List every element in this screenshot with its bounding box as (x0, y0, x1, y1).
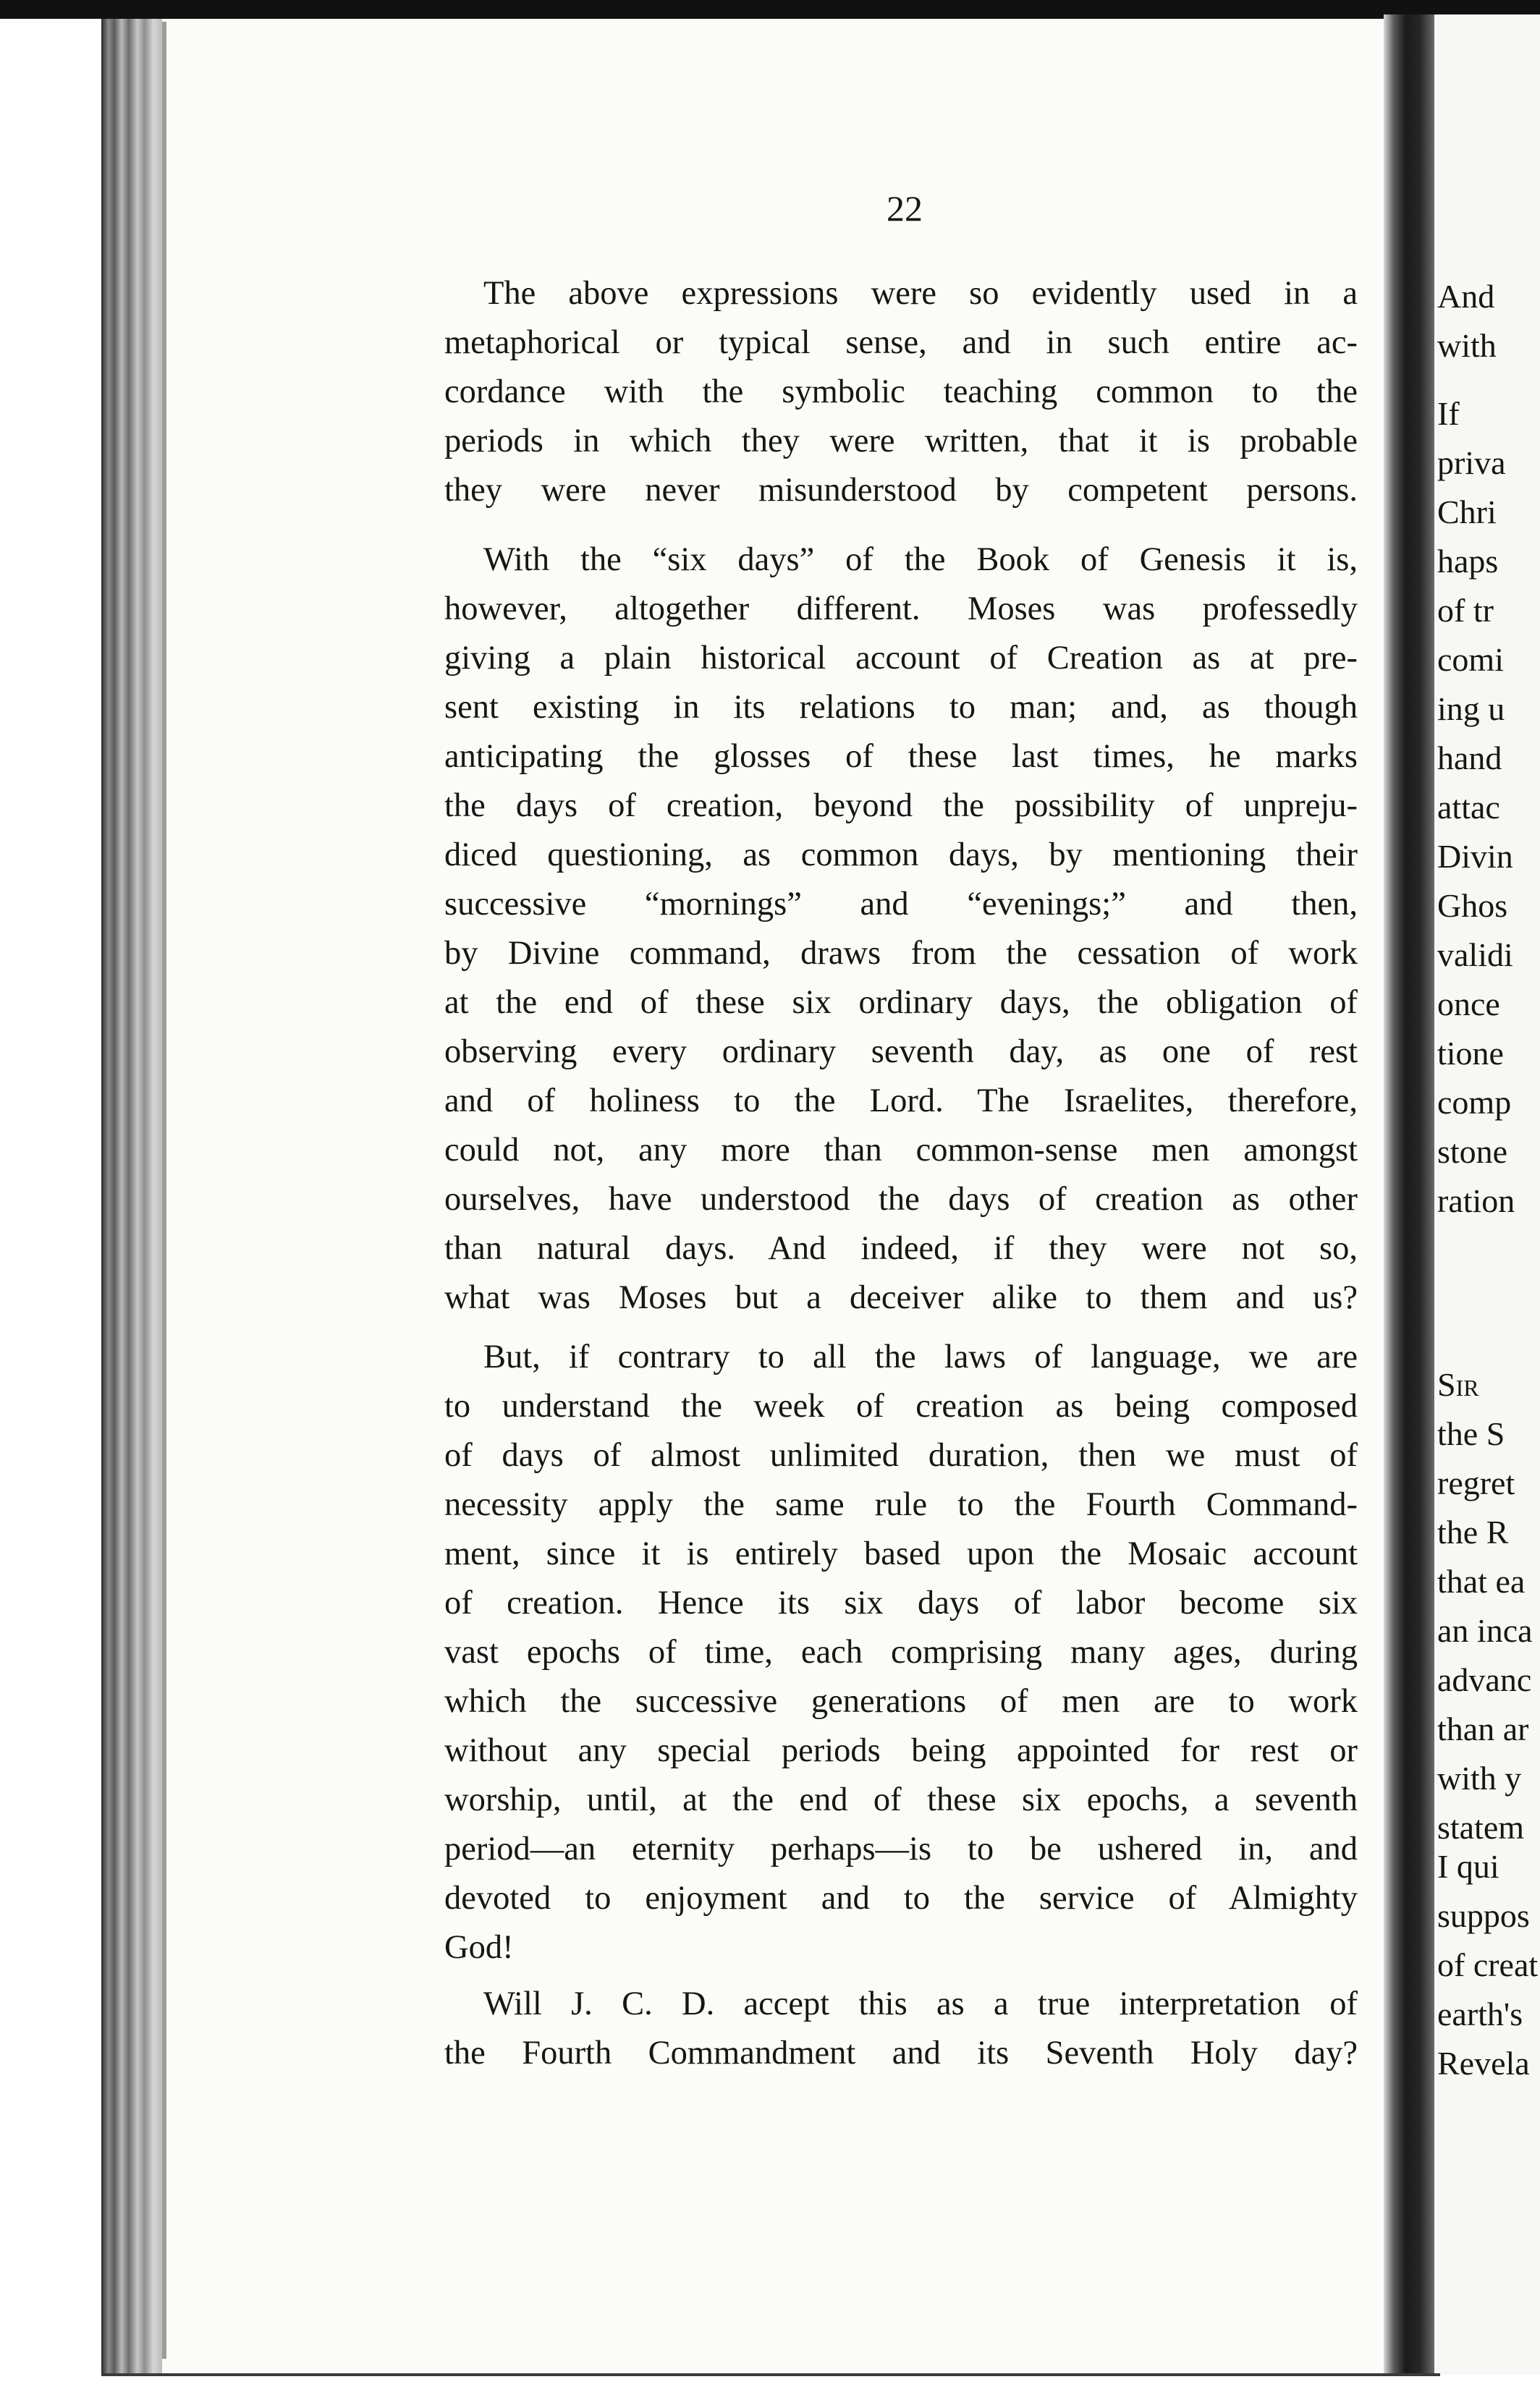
facing-line: And (1437, 278, 1495, 315)
text-line: which the successive generations of men are to work (444, 1683, 1358, 1720)
text-line: sent existing in its relations to man; and, as though (444, 689, 1358, 726)
text-line: periods in which they were written, that it is probable (444, 423, 1358, 459)
text-line: the days of creation, beyond the possibility of unpreju- (444, 787, 1358, 824)
facing-line: Divin (1437, 838, 1513, 875)
text-line: devoted to enjoyment and to the service of Almighty (444, 1880, 1358, 1917)
text-line: The above expressions were so evidently used in a (483, 275, 1358, 312)
text-line: could not, any more than common-sense men amongst (444, 1132, 1358, 1169)
bottom-margin (0, 2375, 1540, 2408)
paragraph-3 (444, 1333, 1358, 1972)
facing-page-text-4 (1437, 1842, 1540, 2088)
facing-line: Ghos (1437, 887, 1508, 924)
facing-line: earth's (1437, 1996, 1523, 2032)
paragraph-1 (444, 269, 1358, 515)
facing-line: statem (1437, 1809, 1525, 1846)
book-gutter (1384, 14, 1434, 2375)
facing-line: comi (1437, 641, 1504, 678)
facing-line: of creat (1437, 1946, 1539, 1983)
facing-line: hand (1437, 739, 1502, 776)
facing-line: an inca (1437, 1612, 1533, 1649)
text-line: But, if contrary to all the laws of language, we are (483, 1339, 1358, 1375)
text-line: God! (444, 1929, 514, 1966)
facing-line: that ea (1437, 1563, 1526, 1600)
facing-page-text-1 (1437, 272, 1540, 370)
facing-line: the S (1437, 1415, 1505, 1452)
facing-line: ing u (1437, 690, 1505, 727)
facing-line: attac (1437, 789, 1500, 826)
text-line: worship, until, at the end of these six epochs, a seventh (444, 1781, 1358, 1818)
facing-line: of tr (1437, 592, 1494, 629)
facing-line: than ar (1437, 1710, 1529, 1747)
text-line: without any special periods being appointed for rest or (444, 1732, 1358, 1769)
top-border (0, 0, 1540, 19)
facing-line: If (1437, 395, 1460, 432)
text-line: ment, since it is entirely based upon the Mosaic account (444, 1535, 1358, 1572)
facing-line: Revela (1437, 2045, 1530, 2082)
facing-line: once (1437, 985, 1500, 1022)
facing-line: comp (1437, 1084, 1512, 1121)
facing-page-text-3 (1437, 1360, 1540, 1852)
text-line: and of holiness to the Lord. The Israelites, therefore, (444, 1082, 1358, 1119)
text-line: cordance with the symbolic teaching common to the (444, 373, 1358, 410)
facing-page-text-2 (1437, 389, 1540, 1226)
page-number: 22 (887, 188, 923, 229)
text-line: metaphorical or typical sense, and in such entire ac- (444, 324, 1358, 361)
text-line: observing every ordinary seventh day, as one of rest (444, 1033, 1358, 1070)
paragraph-4 (444, 1980, 1358, 2078)
text-line: necessity apply the same rule to the Fourth Command- (444, 1486, 1358, 1523)
facing-line: stone (1437, 1133, 1508, 1170)
facing-line: priva (1437, 444, 1506, 481)
text-line: they were never misunderstood by competent persons. (444, 472, 1358, 509)
left-margin (0, 0, 101, 2408)
text-line: than natural days. And indeed, if they were not so, (444, 1230, 1358, 1267)
text-line: what was Moses but a deceiver alike to them and us? (444, 1279, 1358, 1316)
text-line: With the “six days” of the Book of Genesis it is, (483, 541, 1358, 578)
facing-line: advanc (1437, 1661, 1532, 1698)
facing-line: ration (1437, 1182, 1515, 1219)
facing-line: I qui (1437, 1848, 1499, 1885)
text-line: of creation. Hence its six days of labor become six (444, 1585, 1358, 1621)
text-line: by Divine command, draws from the cessation of work (444, 935, 1358, 972)
facing-line: suppos (1437, 1897, 1530, 1934)
facing-line: validi (1437, 936, 1513, 973)
text-line: giving a plain historical account of Creation as at pre- (444, 640, 1358, 677)
facing-line: with y (1437, 1760, 1522, 1797)
text-line: at the end of these six ordinary days, the obligation of (444, 984, 1358, 1021)
text-line: anticipating the glosses of these last times, he marks (444, 738, 1358, 775)
text-line: ourselves, have understood the days of creation as other (444, 1181, 1358, 1218)
facing-line: haps (1437, 543, 1499, 580)
text-line: period—an eternity perhaps—is to be ushered in, and (444, 1831, 1358, 1868)
text-line: of days of almost unlimited duration, then we must of (444, 1437, 1358, 1474)
text-line: to understand the week of creation as being composed (444, 1388, 1358, 1425)
text-line: the Fourth Commandment and its Seventh Holy day? (444, 2035, 1358, 2072)
text-line: Will J. C. D. accept this as a true interpretation of (483, 1985, 1358, 2022)
paragraph-2 (444, 535, 1358, 1323)
facing-line: the R (1437, 1514, 1509, 1551)
facing-line: Chri (1437, 493, 1497, 530)
facing-line: with (1437, 327, 1497, 364)
facing-line: regret (1437, 1464, 1515, 1501)
text-line: successive “mornings” and “evenings;” and then, (444, 886, 1358, 923)
bottom-edge (101, 2373, 1440, 2376)
facing-line: Sir (1437, 1366, 1479, 1403)
text-line: however, altogether different. Moses was professedly (444, 590, 1358, 627)
facing-line: tione (1437, 1035, 1504, 1072)
book-binding (101, 7, 162, 2373)
text-line: vast epochs of time, each comprising many ages, during (444, 1634, 1358, 1671)
text-line: diced questioning, as common days, by mentioning their (444, 836, 1358, 873)
